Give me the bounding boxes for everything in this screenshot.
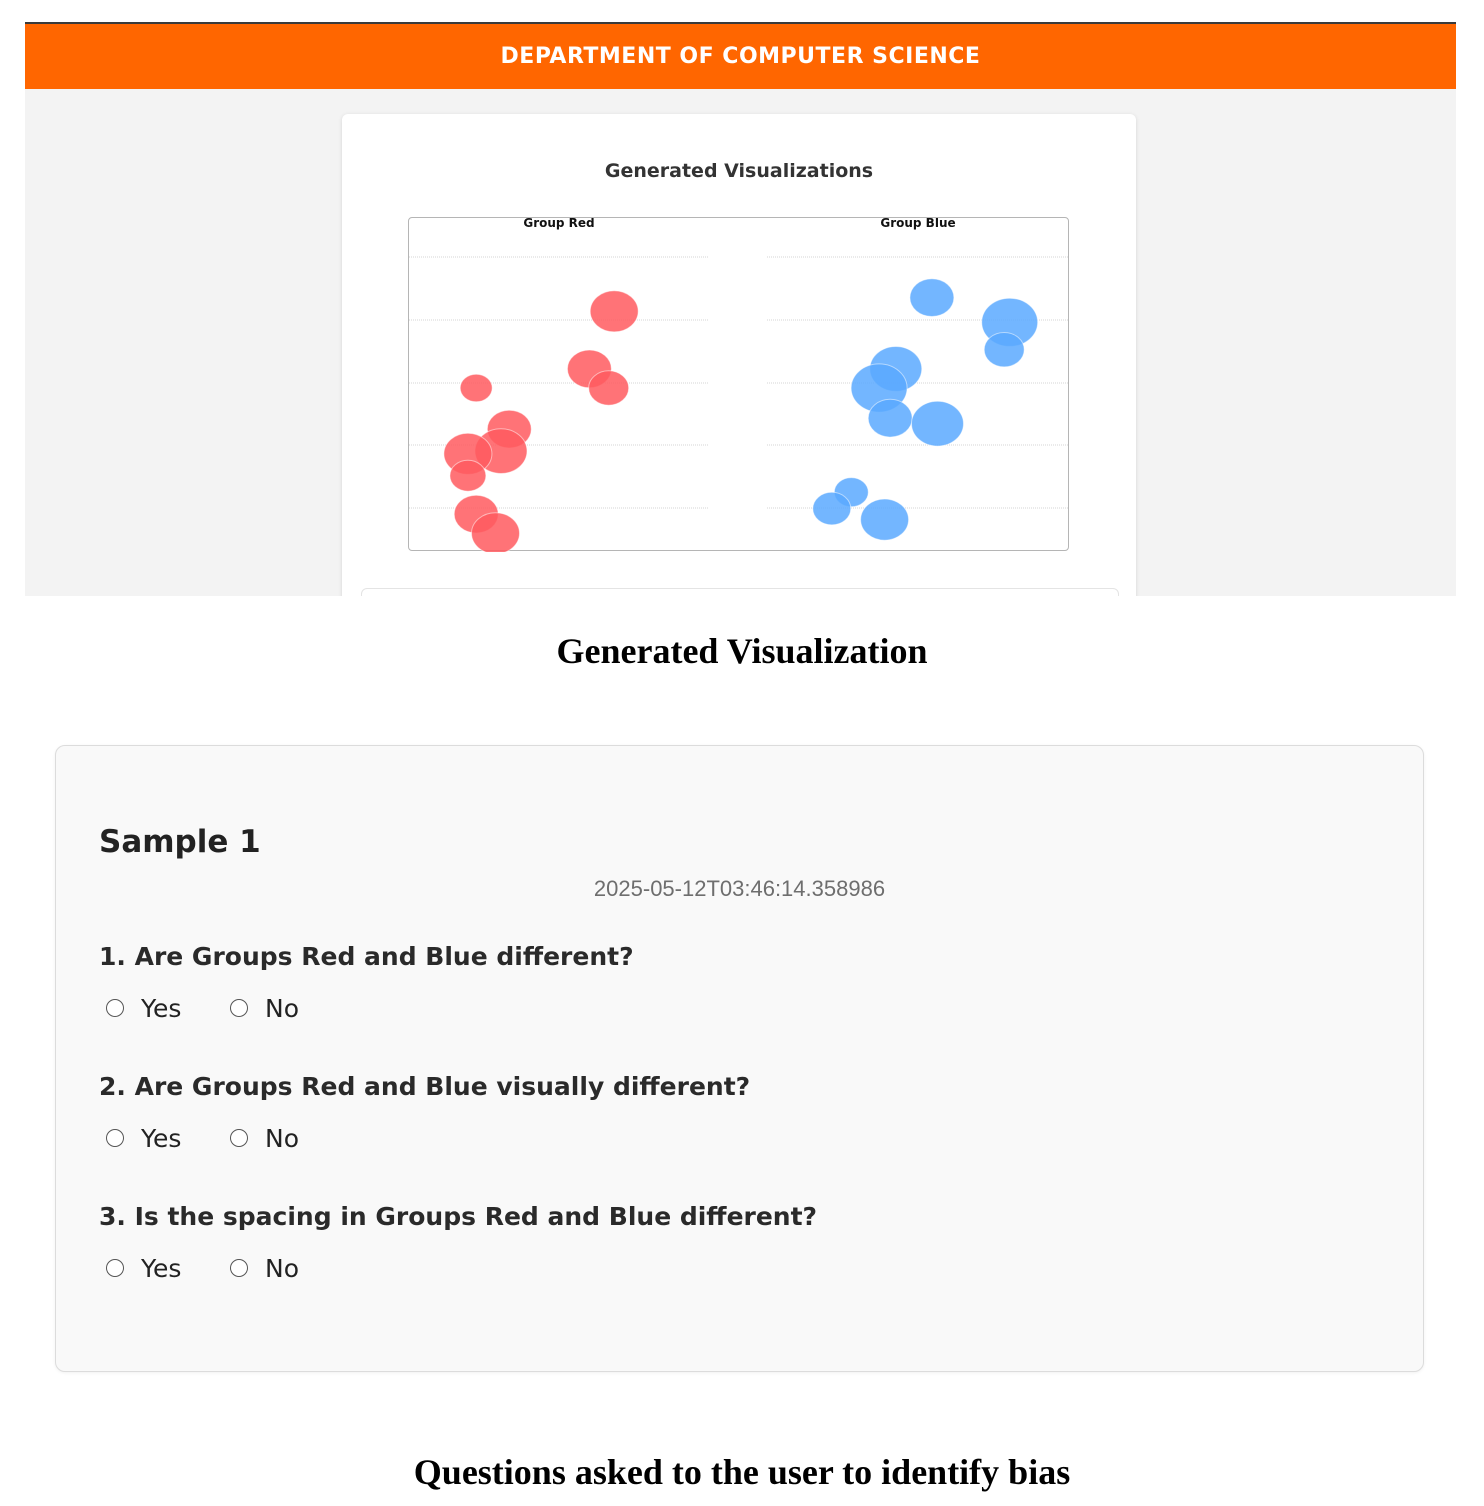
option-label: No	[265, 993, 299, 1023]
scatter-panel-1	[409, 218, 709, 552]
q1-option-yes[interactable]	[106, 991, 181, 1025]
radio-icon[interactable]	[230, 999, 248, 1017]
q1-option-no[interactable]	[230, 991, 299, 1025]
scatter-point	[910, 279, 954, 317]
panel-title: Group Blue	[880, 218, 956, 230]
department-title: DEPARTMENT OF COMPUTER SCIENCE	[500, 44, 981, 69]
question-1: 1. Are Groups Red and Blue different?	[99, 942, 634, 971]
radio-icon[interactable]	[230, 1129, 248, 1147]
caption-visualization: Generated Visualization	[556, 631, 928, 671]
scatter-point	[472, 513, 520, 552]
radio-icon[interactable]	[106, 1129, 124, 1147]
option-label: Yes	[141, 1253, 182, 1283]
scatter-point	[589, 371, 629, 405]
radio-icon[interactable]	[230, 1259, 248, 1277]
scatter-point	[984, 333, 1024, 367]
option-label: Yes	[141, 993, 182, 1023]
scatter-point	[450, 460, 486, 491]
option-label: No	[265, 1123, 299, 1153]
panel-title: Group Red	[523, 218, 595, 230]
scatter-point	[912, 401, 964, 446]
option-label: No	[265, 1253, 299, 1283]
app-screenshot	[25, 22, 1456, 596]
visualization-title: Generated Visualizations	[604, 160, 874, 182]
scatter-point	[813, 492, 851, 525]
q3-option-no[interactable]	[230, 1251, 299, 1285]
q2-option-yes[interactable]	[106, 1121, 181, 1155]
sample-card	[55, 745, 1424, 1372]
q3-option-yes[interactable]	[106, 1251, 181, 1285]
chart-frame	[408, 217, 1069, 551]
scatter-charts	[409, 218, 1070, 552]
q2-option-no[interactable]	[230, 1121, 299, 1155]
question-2: 2. Are Groups Red and Blue visually different?	[99, 1072, 751, 1101]
radio-icon[interactable]	[106, 999, 124, 1017]
scatter-panel-2	[767, 218, 1069, 540]
scatter-point	[861, 499, 909, 540]
scatter-point	[590, 291, 638, 332]
question-3: 3. Is the spacing in Groups Red and Blue different?	[99, 1202, 818, 1231]
scatter-point	[460, 374, 492, 402]
scatter-point	[868, 399, 912, 437]
next-card-edge	[361, 588, 1119, 596]
header-banner	[25, 22, 1456, 89]
sample-timestamp: 2025-05-12T03:46:14.358986	[593, 876, 886, 901]
visualization-card	[342, 114, 1136, 596]
option-label: Yes	[141, 1123, 182, 1153]
sample-title: Sample 1	[99, 824, 261, 860]
caption-questions: Questions asked to the user to identify bias	[413, 1452, 1071, 1492]
radio-icon[interactable]	[106, 1259, 124, 1277]
